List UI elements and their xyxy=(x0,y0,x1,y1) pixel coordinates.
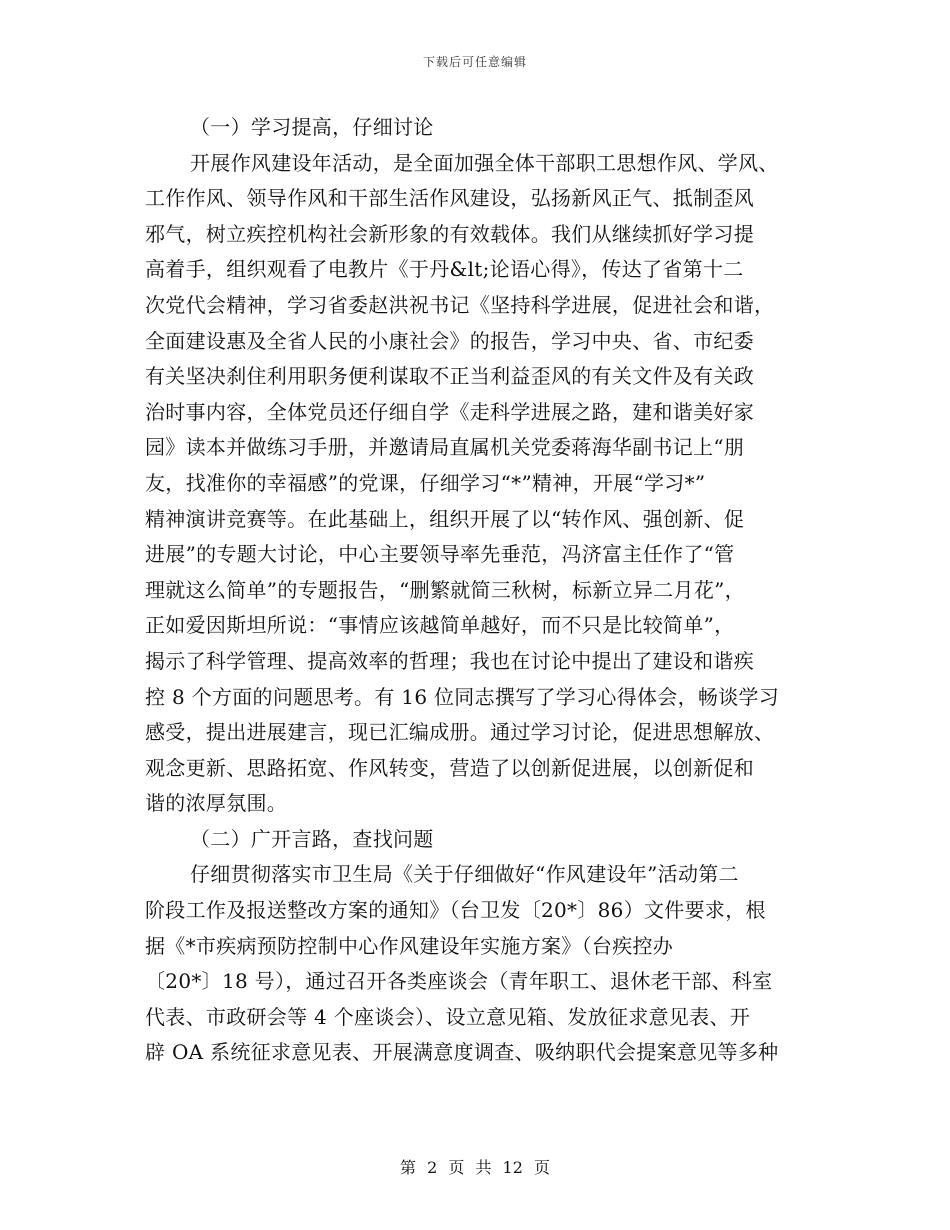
paragraph-line: 辟 OA 系统征求意见表、开展满意度调查、吸纳职代会提案意见等多种 xyxy=(145,1040,779,1065)
page-header: 下载后可任意编辑 xyxy=(422,55,527,69)
paragraph-line: 正如爱因斯坦所说：“事情应该越简单越好，而不只是比较简单”， xyxy=(145,613,735,638)
paragraph-line: 谐的浓厚氛围。 xyxy=(145,791,288,816)
paragraph-line: 理就这么简单”的专题报告，“删繁就简三秋树，标新立异二月花”， xyxy=(145,577,745,602)
paragraph-line: 邪气，树立疾控机构社会新形象的有效载体。我们从继续抓好学习提 xyxy=(145,221,754,246)
section-heading: （一）学习提高，仔细讨论 xyxy=(190,115,434,139)
paragraph-line: 感受，提出进展建言，现已汇编成册。通过学习讨论，促进思想解放、 xyxy=(145,720,775,745)
paragraph-line: 工作作风、领导作风和干部生活作风建设，弘扬新风正气、抵制歪风 xyxy=(145,186,754,211)
paragraph-line: 高着手，组织观看了电教片《于丹&lt;论语心得》，传达了省第十二 xyxy=(145,257,744,282)
paragraph-line: 代表、市政研会等 4 个座谈会）、设立意见箱、发放征求意见表、开 xyxy=(145,1004,751,1029)
paragraph-line: 有关坚决刹住利用职务便利谋取不正当利益歪风的有关文件及有关政 xyxy=(145,364,754,389)
paragraph-line: 控 8 个方面的问题思考。有 16 位同志撰写了学习心得体会，畅谈学习 xyxy=(145,684,780,709)
paragraph-line: 全面建设惠及全省人民的小康社会》的报告，学习中央、省、市纪委 xyxy=(145,328,754,353)
paragraph-line: 治时事内容，全体党员还仔细自学《走科学进展之路，建和谐美好家 xyxy=(145,399,754,424)
paragraph-line: 精神演讲竞赛等。在此基础上，组织开展了以“转作风、强创新、促 xyxy=(145,506,745,531)
paragraph-line: 阶段工作及报送整改方案的通知》（台卫发〔20*〕86）文件要求，根 xyxy=(145,898,766,923)
section-heading: （二）广开言路，查找问题 xyxy=(190,826,434,851)
page-number: 第 2 页 共 12 页 xyxy=(400,1158,550,1177)
paragraph-line: 仔细贯彻落实市卫生局《关于仔细做好“作风建设年”活动第二 xyxy=(190,862,739,887)
paragraph-line: 揭示了科学管理、提高效率的哲理；我也在讨论中提出了建设和谐疾 xyxy=(145,648,754,673)
paragraph-line: 进展”的专题大讨论，中心主要领导率先垂范，冯济富主任作了“管 xyxy=(145,542,735,567)
paragraph-line: 开展作风建设年活动，是全面加强全体干部职工思想作风、学风、 xyxy=(190,150,779,175)
paragraph-line: 观念更新、思路拓宽、作风转变，营造了以创新促进展，以创新促和 xyxy=(145,755,754,780)
paragraph-line: 园》读本并做练习手册，并邀请局直属机关党委蒋海华副书记上“朋 xyxy=(145,435,745,460)
paragraph-line: 次党代会精神，学习省委赵洪祝书记《坚持科学进展，促进社会和谐， xyxy=(145,292,775,317)
paragraph-line: 据《*市疾病预防控制中心作风建设年实施方案》（台疾控办 xyxy=(145,933,674,958)
document-body xyxy=(145,110,815,1071)
paragraph-line: 友，找准你的幸福感”的党课，仔细学习“*”精神，开展“学习*” xyxy=(145,470,706,495)
paragraph-line: 〔20*〕18 号），通过召开各类座谈会（青年职工、退休老干部、科室 xyxy=(145,969,773,994)
